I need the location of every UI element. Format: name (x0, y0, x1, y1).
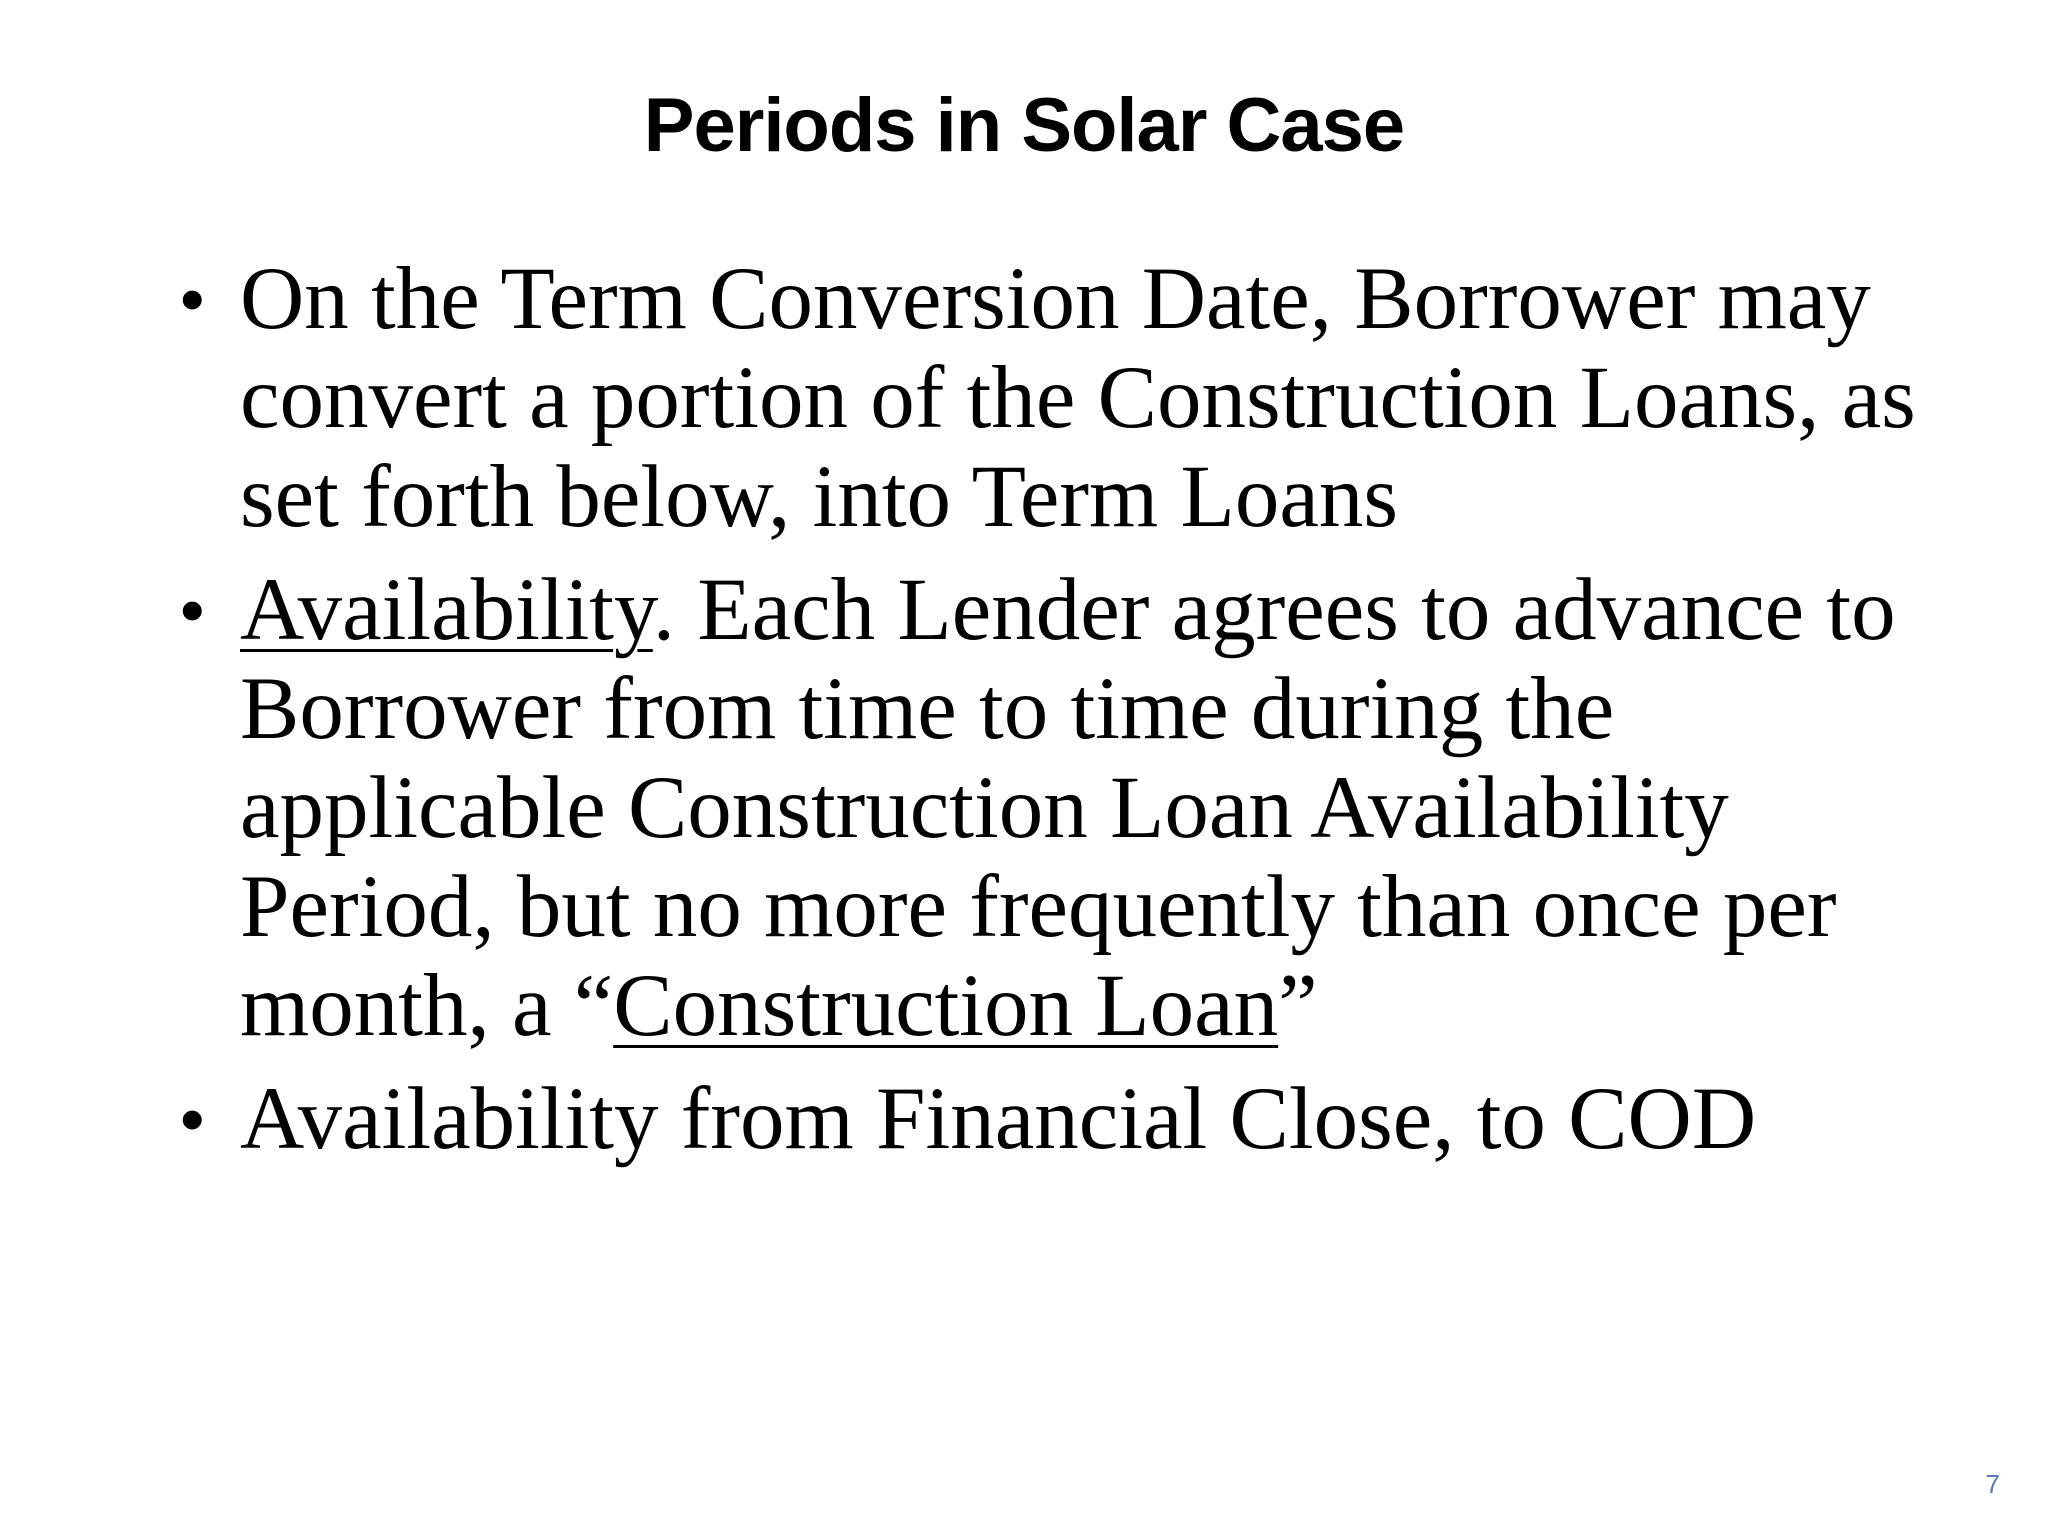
bullet-icon: • (180, 1080, 205, 1158)
bullet-list (180, 250, 1980, 1183)
bullet-text: On the Term Conversion Date, Borrower may convert a portion of the Construction Loans, as set forth below, into Term Loans (240, 250, 1916, 546)
bullet-item-1 (180, 250, 1980, 547)
underlined-term-construction-loan: Construction Loan (613, 957, 1279, 1055)
bullet-text: Availability from Financial Close, to COD (240, 1070, 1757, 1168)
bullet-text: . Each Lender agrees to advance to Borrower from time to time during the applicable Construction Loan Availability Period, but no more frequently than once per month, a “ (240, 561, 1896, 1055)
closing-quote: ” (1278, 957, 1318, 1055)
bullet-item-3 (180, 1070, 1980, 1169)
bullet-icon: • (180, 260, 205, 338)
slide-title: Periods in Solar Case (643, 83, 1405, 168)
bullet-item-2 (180, 561, 1980, 1056)
bullet-icon: • (180, 571, 205, 649)
page-number: 7 (1985, 1469, 2000, 1499)
underlined-term-availability: Availability (240, 561, 653, 659)
